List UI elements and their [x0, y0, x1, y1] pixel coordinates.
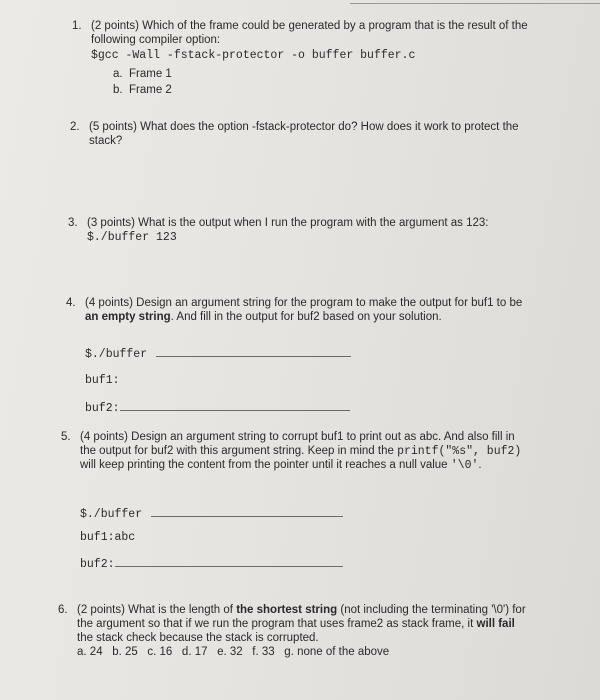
option-letter: g. — [284, 646, 294, 658]
question-number: 4. — [66, 297, 76, 309]
points: (3 points) — [87, 217, 135, 229]
compile-command: $gcc -Wall -fstack-protector -o buffer buffer.c — [91, 49, 416, 62]
option-letter: a. — [113, 68, 123, 80]
question-text-line3: the stack check because the stack is corrupted. — [77, 632, 319, 644]
option-a[interactable] — [77, 646, 103, 658]
option-text: 25 — [124, 646, 138, 658]
option-a[interactable] — [113, 67, 172, 81]
option-letter: a. — [77, 646, 87, 658]
question-number: 3. — [68, 217, 78, 229]
question-text: Design an argument string to corrupt buf1 to print out as abc. And also fill in — [131, 431, 515, 443]
command-label: $./buffer — [85, 348, 148, 361]
option-letter: b. — [113, 84, 123, 96]
period: . — [478, 459, 482, 471]
top-rule — [350, 3, 600, 4]
option-text: none of the above — [297, 646, 390, 658]
option-g[interactable] — [284, 646, 389, 658]
option-b[interactable] — [112, 646, 138, 658]
points: (2 points) — [77, 604, 125, 616]
answer-blank[interactable] — [151, 506, 343, 517]
null-char-code: '\0' — [450, 459, 479, 472]
option-b[interactable] — [113, 83, 172, 97]
answer-row-command — [85, 346, 351, 362]
buf1-label: buf1: — [85, 374, 120, 387]
option-text: Frame 2 — [128, 84, 172, 96]
answer-options — [77, 645, 389, 659]
question-number: 5. — [61, 431, 71, 443]
answer-row-buf2 — [80, 556, 343, 572]
question-number: 1. — [72, 20, 82, 32]
answer-blank[interactable] — [115, 556, 343, 567]
answer-row-command — [80, 506, 343, 522]
printf-code: printf("%s", buf2) — [397, 445, 522, 458]
points: (5 points) — [89, 121, 137, 133]
question-text-line2: stack? — [89, 135, 123, 147]
option-text: 17 — [194, 646, 208, 658]
buf1-label: buf1:abc — [80, 531, 136, 544]
answer-blank[interactable] — [120, 400, 350, 411]
option-letter: d. — [181, 646, 192, 658]
option-letter: c. — [147, 646, 157, 658]
option-letter: e. — [217, 646, 227, 658]
option-text: 16 — [159, 646, 173, 658]
command-label: $./buffer — [80, 508, 143, 521]
option-letter: f. — [252, 646, 259, 658]
emphasis-text: will fail — [476, 618, 515, 630]
option-text: 24 — [89, 646, 103, 658]
question-text: Design an argument string for the program to make the output for buf1 to be — [136, 297, 523, 309]
emphasis-text: an empty string — [85, 311, 171, 323]
buf2-label: buf2: — [85, 402, 120, 415]
question-text: What does the option -fstack-protector do? How does it work to protect the — [140, 121, 519, 133]
question-text-line2: the output for buf2 with this argument string. Keep in mind the — [80, 445, 394, 457]
question-text: Which of the frame could be generated by a program that is the result of the — [142, 20, 528, 32]
option-text: 32 — [229, 646, 243, 658]
option-e[interactable] — [217, 646, 243, 658]
emphasis-text: the shortest string — [236, 604, 338, 616]
question-text-line3: will keep printing the content from the pointer until it reaches a null value — [80, 459, 448, 471]
option-f[interactable] — [252, 646, 274, 658]
option-d[interactable] — [182, 646, 208, 658]
question-number: 2. — [70, 121, 80, 133]
points: (4 points) — [85, 297, 133, 309]
run-command: $./buffer 123 — [87, 231, 177, 244]
question-text: What is the output when I run the program with the argument as 123: — [138, 217, 489, 229]
points: (2 points) — [91, 20, 139, 32]
answer-blank[interactable] — [156, 346, 351, 357]
question-text-line2: the argument so that if we run the program that uses frame2 as stack frame, it — [77, 618, 474, 630]
option-text: 33 — [261, 646, 275, 658]
option-letter: b. — [112, 646, 122, 658]
points: (4 points) — [80, 431, 128, 443]
option-c[interactable] — [147, 646, 172, 658]
question-text-cont: (not including the terminating '\0') for — [340, 604, 526, 616]
question-text-line2: following compiler option: — [91, 34, 221, 46]
option-text: Frame 1 — [128, 68, 172, 80]
question-text-line2: . And fill in the output for buf2 based on your solution. — [170, 311, 442, 323]
answer-row-buf2 — [85, 400, 350, 416]
question-number: 6. — [58, 604, 68, 616]
buf2-label: buf2: — [80, 558, 115, 571]
question-text: What is the length of — [128, 604, 233, 616]
